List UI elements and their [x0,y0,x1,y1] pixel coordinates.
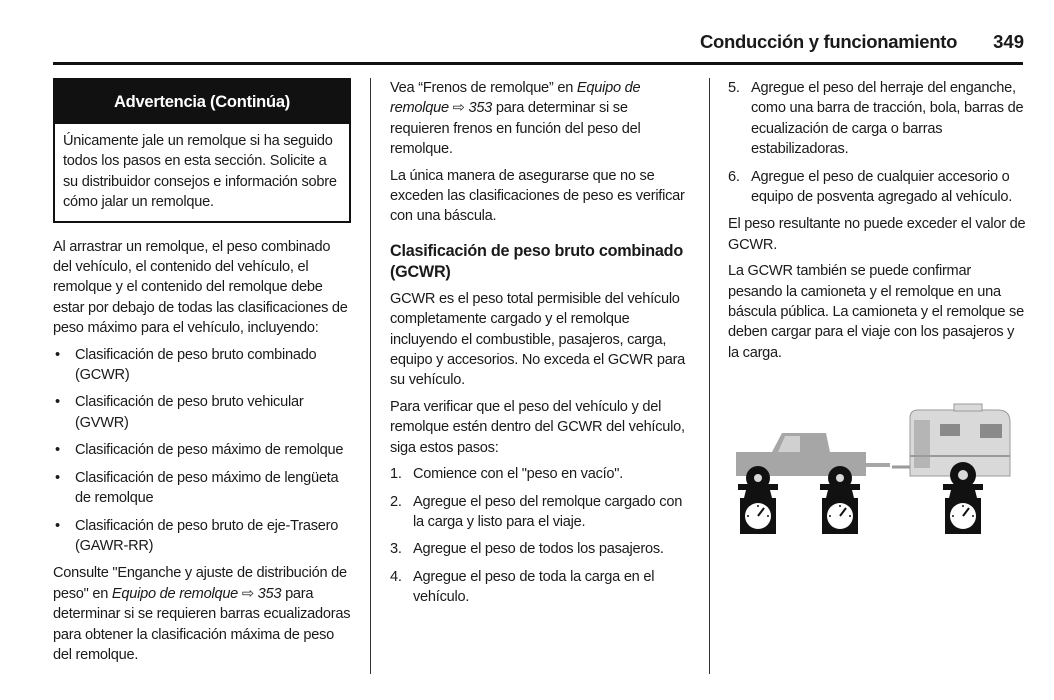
list-item: • Clasificación de peso máximo de remolque [53,440,351,460]
list-item: 2. Agregue el peso del remolque cargado con la carga y listo para el viaje. [390,493,683,530]
pickup-truck-icon [736,433,890,490]
towing-intro: Al arrastrar un remolque, el peso combinado del vehículo, el contenido del vehículo, el remolque y el contenido del remolque debe estar por debajo de todas las clasificaciones de peso máximo para el vehículo, incluyendo: [53,238,348,337]
consult-paragraph: Consulte "Enganche y ajuste de distribución de peso" en Equipo de remolque ⇨ 353 para determinar si se requieren barras ecualizadoras para obtener la clasificación máxima de peso del remolque. [53,565,351,663]
warning-title: Advertencia (Continúa) [55,80,349,124]
list-item: • Clasificación de peso bruto combinado (GCWR) [55,346,317,384]
bullet-icon: • [55,517,60,534]
header-rule [53,62,1023,65]
reference-arrow-icon: ⇨ [241,585,254,602]
warning-body: Únicamente jale un remolque si ha seguido todos los pasos en esta sección. Solicite a su distribuidor consejos e información sobre cómo jalar un remolque. [63,133,337,211]
scale-icon [738,484,778,534]
cross-reference-link[interactable]: Equipo de remolque ⇨ 353 [390,80,641,117]
bullet-icon: • [55,394,60,411]
column-divider-1 [370,78,371,674]
list-item: • Clasificación de peso bruto vehicular (GVWR) [55,394,304,431]
list-item: • Clasificación de peso máximo de lengüeta de remolque [55,469,339,507]
column-divider-2 [709,78,710,674]
right-column [728,78,1026,369]
list-item: 4. Agregue el peso de toda la carga en el vehículo. [390,568,655,606]
truck-trailer-scales-illustration [728,400,1024,550]
steps-list [390,464,690,607]
list-item: 5. Agregue el peso del herraje del enganche, como una barra de tracción, bola, barras de ecualización de carga o barras estabilizadoras. [728,80,1024,158]
scale-icon [820,484,860,534]
warning-box [53,78,351,223]
reference-arrow-icon: ⇨ [452,100,465,117]
result-paragraph: El peso resultante no puede exceder el valor de GCWR. [728,216,1026,253]
bullet-icon: • [55,346,60,363]
middle-column [390,78,690,615]
confirm-paragraph: La GCWR también se puede confirmar pesando la camioneta y el remolque en una báscula pública. La camioneta y el remolque se deben cargar para el viaje con los pasajeros y la carga. [728,263,1024,361]
cross-reference-link[interactable]: Equipo de remolque ⇨ 353 [111,585,282,602]
list-item: 6. Agregue el peso de cualquier accesorio o equipo de posventa agregado al vehículo. [728,168,1013,206]
section-title: Conducción y funcionamiento [700,31,958,52]
steps-list-continued [728,78,1026,207]
list-item: 1. Comience con el "peso en vacío". [390,466,624,483]
brakes-paragraph: Vea “Frenos de remolque” en Equipo de remolque ⇨ 353 para determinar si se requieren frenos en función del peso del remolque. [390,80,641,158]
gcwr-definition: GCWR es el peso total permisible del vehículo completamente cargado y el remolque incluyendo el combustible, pasajeros, carga, equipo y accesorios. No exceda el GCWR para su vehículo. [390,290,686,389]
page-number: 349 [993,31,1024,52]
scale-note: La única manera de asegurarse que no se exceden las clasificaciones de peso es verificar con una báscula. [390,167,685,225]
list-item: • Clasificación de peso bruto de eje-Trasero (GAWR-RR) [55,517,339,554]
verify-intro: Para verificar que el peso del vehículo y del remolque estén dentro del GCWR del vehículo, siga estos pasos: [390,398,685,456]
left-column [53,78,351,671]
bullet-icon: • [55,442,60,459]
list-item: 3. Agregue el peso de todos los pasajeros. [390,541,664,558]
scale-icon [943,484,983,534]
travel-trailer-icon [892,404,1010,488]
rating-list [53,345,351,557]
bullet-icon: • [55,469,60,486]
gcwr-heading: Clasificación de peso bruto combinado (GCWR) [390,241,683,281]
